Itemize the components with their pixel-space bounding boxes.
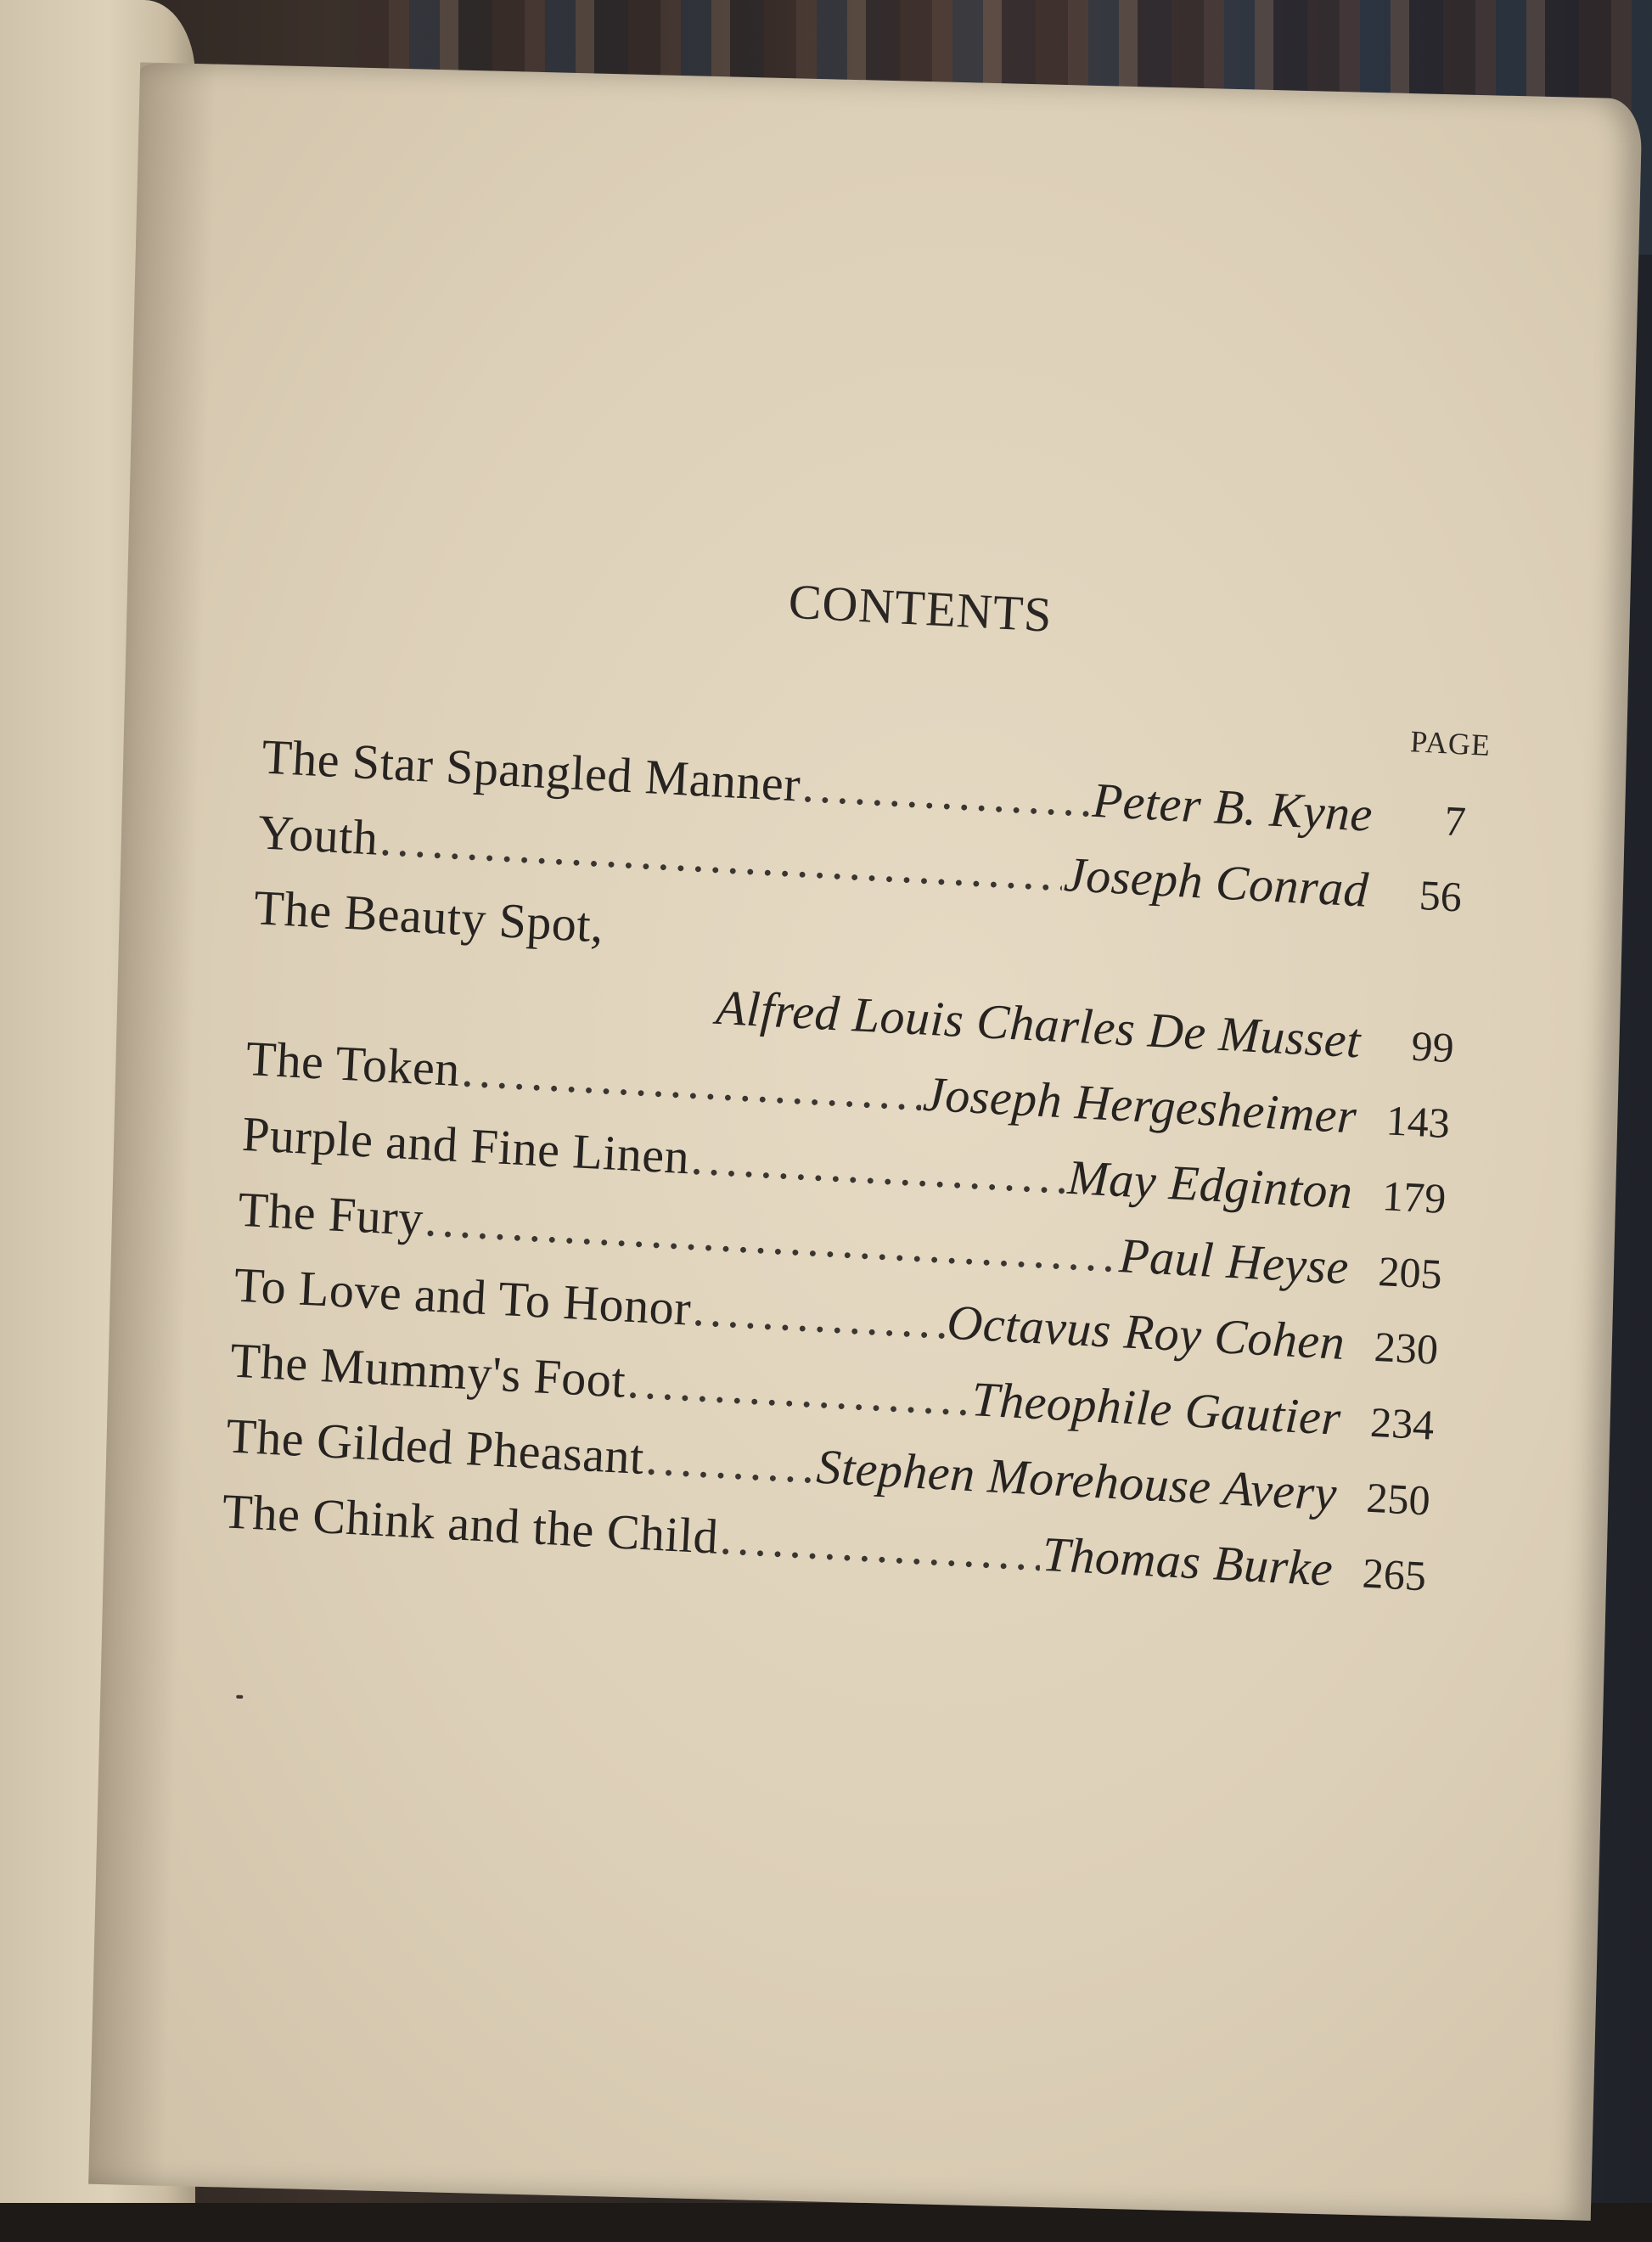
leader-dots xyxy=(643,1419,817,1503)
leader-dots xyxy=(691,1271,947,1359)
entry-author: Theophile Gautier xyxy=(970,1371,1343,1446)
page-column-label: PAGE xyxy=(1409,724,1492,763)
entry-page-number: 143 xyxy=(1385,1096,1452,1148)
entry-title: The Fury xyxy=(236,1181,425,1247)
entry-title: The Star Spangled Manner xyxy=(260,728,802,812)
entry-title: The Gilded Pheasant xyxy=(225,1408,646,1486)
entry-page-number: 99 xyxy=(1410,1021,1456,1072)
entry-author: May Edginton xyxy=(1066,1149,1355,1220)
entry-page-number: 250 xyxy=(1365,1473,1432,1525)
table-of-contents xyxy=(61,42,1652,2240)
toc-entries xyxy=(221,718,1468,1611)
entry-title: The Chink and the Child xyxy=(221,1483,720,1565)
entry-page-number: 265 xyxy=(1361,1548,1428,1600)
entry-page-number: 230 xyxy=(1373,1322,1440,1374)
entry-author: Thomas Burke xyxy=(1041,1526,1335,1597)
entry-title: Youth xyxy=(256,804,380,866)
entry-title: The Token xyxy=(244,1030,462,1098)
entry-title: Purple and Fine Linen xyxy=(240,1105,691,1185)
entry-author: Alfred Louis Charles De Musset xyxy=(714,979,1363,1069)
entry-page-number: 179 xyxy=(1380,1172,1447,1223)
entry-page-number: 234 xyxy=(1368,1397,1436,1449)
paper-speck xyxy=(236,1695,243,1699)
entry-title: To Love and To Honor xyxy=(233,1256,693,1336)
entry-author: Paul Heyse xyxy=(1117,1228,1351,1295)
entry-page-number: 205 xyxy=(1377,1247,1444,1298)
entry-title: The Beauty Spot, xyxy=(252,879,605,953)
entry-author: Peter B. Kyne xyxy=(1091,772,1374,842)
leader-dots xyxy=(718,1499,1042,1592)
entry-page-number: 7 xyxy=(1443,796,1468,846)
entry-author: Joseph Hergesheimer xyxy=(921,1065,1358,1144)
entry-author: Joseph Conrad xyxy=(1062,846,1370,918)
toc-heading: CONTENTS xyxy=(787,573,1054,643)
book-page xyxy=(88,62,1643,2220)
entry-author: Stephen Morehouse Avery xyxy=(815,1438,1339,1521)
entry-page-number: 56 xyxy=(1418,870,1464,921)
entry-author: Octavus Roy Cohen xyxy=(945,1294,1346,1371)
entry-title: The Mummy's Foot xyxy=(228,1332,627,1408)
